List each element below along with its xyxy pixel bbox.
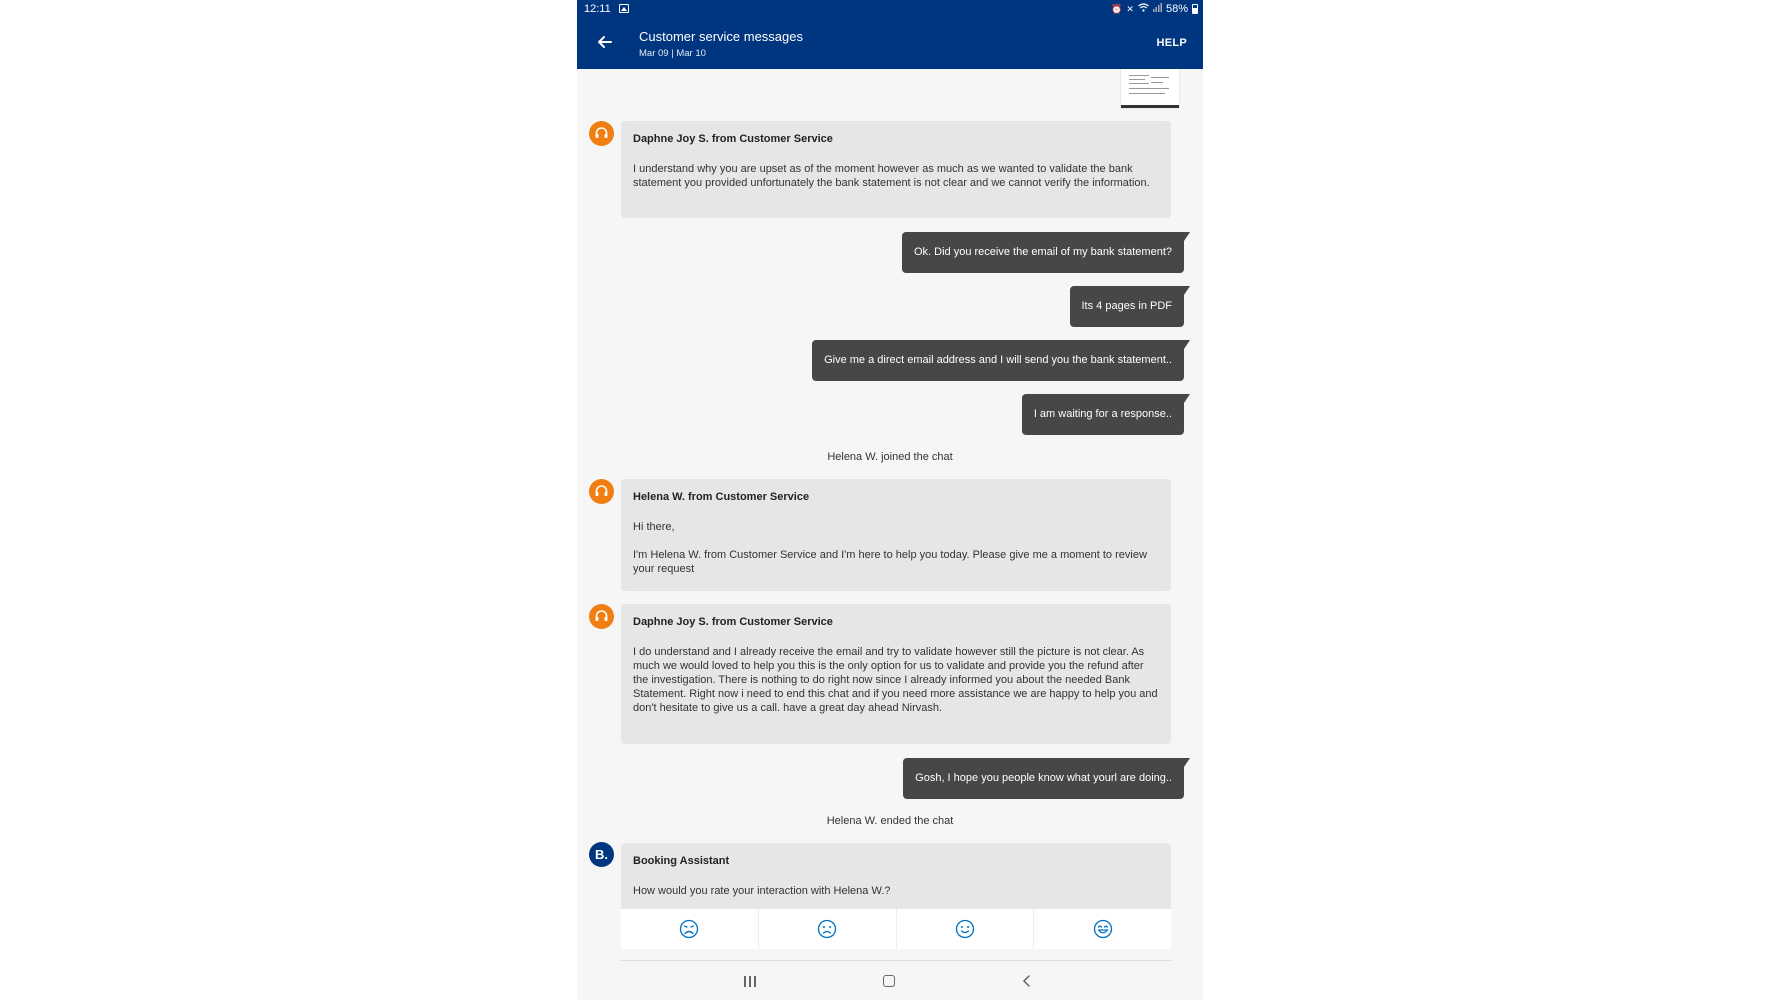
message-text: Hi there, [633, 521, 675, 533]
unhappy-face-icon [817, 919, 837, 939]
message-text: I do understand and I already receive the email and try to validate however still the picture is not clear. As much we would loved to help you this is the only option for us to validate and provide you the refund after the investigation. There is nothing to do right now since I already informed you about the needed Bank Statement. Right now i need to end this chat and if you need more assistance we are happy to help you and don't hesitate to give us a call. have a great day ahead Nirvash. [633, 646, 1158, 714]
user-message: Its 4 pages in PDF [1070, 286, 1185, 327]
arrow-left-icon [595, 32, 615, 52]
battery-icon [1192, 4, 1198, 14]
rate-unhappy-button[interactable] [759, 909, 897, 949]
headset-icon [594, 609, 609, 624]
system-message: Helena W. joined the chat [827, 451, 953, 463]
gallery-notification-icon [619, 4, 629, 13]
home-button[interactable] [883, 975, 895, 987]
very-happy-face-icon [1093, 919, 1113, 939]
status-time: 12:11 [584, 3, 611, 15]
chevron-left-icon [1020, 974, 1034, 988]
agent-avatar [589, 604, 614, 629]
back-button[interactable] [595, 32, 615, 52]
agent-message [621, 121, 1171, 218]
user-message: Ok. Did you receive the email of my bank statement? [902, 232, 1184, 273]
happy-face-icon [955, 919, 975, 939]
very-unhappy-face-icon [679, 919, 699, 939]
message-text: How would you rate your interaction with Helena W.? [633, 885, 891, 897]
headset-icon [594, 484, 609, 499]
headset-icon [594, 126, 609, 141]
message-sender: Daphne Joy S. from Customer Service [633, 133, 833, 145]
rating-options [621, 909, 1171, 949]
wifi-icon [1138, 3, 1149, 15]
reservation-dates: Mar 09 | Mar 10 [639, 48, 706, 59]
agent-avatar [589, 121, 614, 146]
alarm-icon: ⏰ [1111, 3, 1123, 14]
message-sender: Helena W. from Customer Service [633, 491, 810, 503]
rate-very-happy-button[interactable] [1034, 909, 1171, 949]
status-indicators [1111, 3, 1198, 15]
rate-very-unhappy-button[interactable] [621, 909, 759, 949]
recent-apps-button[interactable] [744, 976, 756, 987]
status-bar [577, 0, 1203, 18]
phone-screen [577, 0, 1203, 1000]
message-sender: Booking Assistant [633, 855, 730, 867]
booking-assistant-avatar: B. [589, 842, 614, 867]
message-text: I'm Helena W. from Customer Service and I'm here to help you today. Please give me a moment to review your request [633, 549, 1147, 575]
agent-message [621, 479, 1171, 591]
signal-icon [1153, 3, 1162, 15]
message-sender: Daphne Joy S. from Customer Service [633, 616, 833, 628]
help-button[interactable]: HELP [1156, 37, 1187, 49]
rate-happy-button[interactable] [897, 909, 1035, 949]
agent-avatar [589, 479, 614, 504]
user-message: Gosh, I hope you people know what yourl are doing.. [903, 758, 1184, 799]
mute-icon: ✕ [1126, 3, 1134, 14]
battery-level: 58% [1165, 3, 1188, 15]
user-message: Give me a direct email address and I will send you the bank statement.. [812, 340, 1184, 381]
agent-message [621, 604, 1171, 744]
message-text: I understand why you are upset as of the moment however as much as we wanted to validate the bank statement you provided unfortunately the bank statement is not clear and we cannot verify the information. [633, 163, 1150, 189]
assistant-message [621, 843, 1171, 909]
app-header [577, 18, 1203, 69]
system-back-button[interactable] [1020, 974, 1034, 988]
page-title: Customer service messages [639, 29, 803, 44]
android-navigation-bar [577, 960, 1203, 1000]
divider [621, 960, 1171, 961]
bank-statement-attachment-thumbnail[interactable] [1121, 69, 1179, 108]
system-message: Helena W. ended the chat [826, 815, 954, 827]
user-message: I am waiting for a response.. [1022, 394, 1184, 435]
